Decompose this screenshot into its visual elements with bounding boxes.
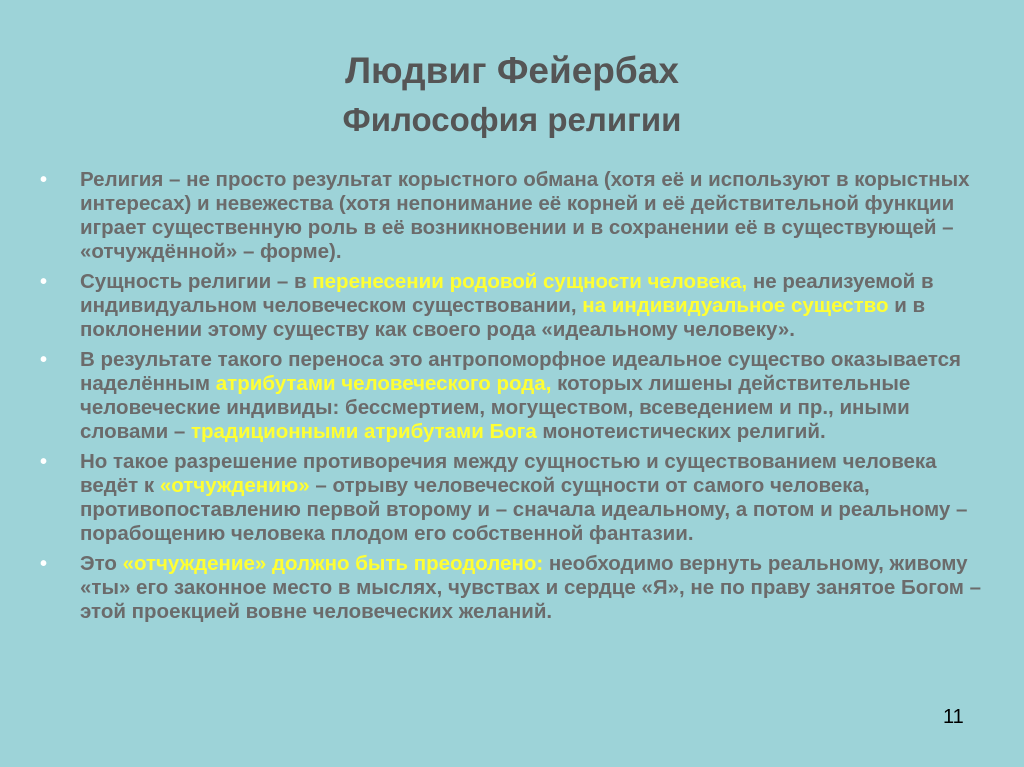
bullet-text: Но такое разрешение противоречия между сущностью и существованием человека ведёт к (80, 450, 937, 497)
bullet-text: необходимо вернуть реальному, живому «ты» его законное место в мыслях, чувствах и сердце «Я», не по праву занятое Богом – этой проекцией вовне человеческих желаний. (80, 552, 982, 623)
page-number: 11 (943, 706, 964, 728)
highlighted-text: традиционными атрибутами Бога (190, 420, 537, 443)
bullet-text: Сущность религии – в (80, 270, 313, 293)
bullet-dot-icon: • (40, 271, 48, 293)
bullet-item (36, 348, 986, 444)
highlighted-text: атрибутами человеческого рода, (215, 372, 552, 395)
title-line-1: Людвиг Фейербах (345, 50, 679, 91)
bullet-text: которых лишены действительные человеческие индивиды: бессмертием, могуществом, всеведением и пр., иными словами – (80, 372, 911, 443)
bullet-item (36, 450, 986, 546)
bullet-text: не реализуемой в индивидуальном человеческом существовании, (80, 270, 934, 317)
bullet-dot-icon: • (40, 451, 48, 473)
bullet-text: Религия – не просто результат корыстного обмана (хотя её и используют в корыстных интересах) и невежества (хотя непонимание её корней и её действительной функции играет существенную роль в её возникновении и в сохранении её в существующей – «отчуждённой» – форме). (80, 168, 970, 263)
bullet-text: монотеистических религий. (536, 420, 826, 443)
bullet-dot-icon: • (40, 349, 48, 371)
bullet-text: – отрыву человеческой сущности от самого человека, противопоставлению первой второму и – сначала идеальному, а потом и реальному – порабощению человека плодом его собственной фантазии. (80, 474, 968, 545)
bullet-text: и в поклонении этому существу как своего рода «идеальному человеку». (80, 294, 926, 341)
title-line-2: Философия религии (342, 101, 682, 138)
bullet-text: В результате такого переноса это антропоморфное идеальное существо оказывается наделённым (80, 348, 961, 395)
bullet-item (36, 552, 986, 624)
highlighted-text: «отчуждение» должно быть преодолено: (122, 552, 544, 575)
highlighted-text: «отчуждению» (159, 474, 310, 497)
highlighted-text: перенесении родовой сущности человека, (312, 270, 748, 293)
bullet-item (36, 270, 986, 342)
slide-title (0, 48, 1024, 142)
bullet-text: Это (80, 552, 123, 575)
highlighted-text: на индивидуальное существо (582, 294, 889, 317)
bullet-dot-icon: • (40, 553, 48, 575)
bullet-list (36, 168, 986, 630)
bullet-item (36, 168, 986, 264)
bullet-dot-icon: • (40, 169, 48, 191)
